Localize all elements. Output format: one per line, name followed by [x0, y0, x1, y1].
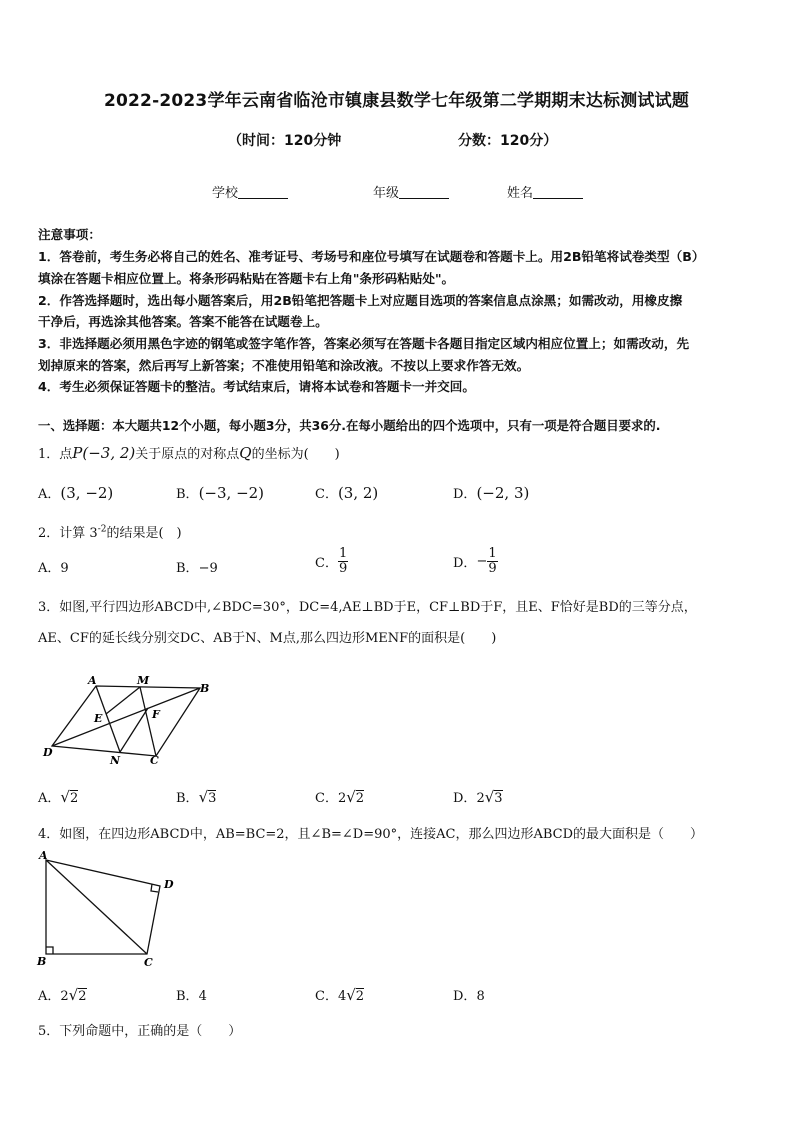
option-coef: 2: [337, 791, 347, 806]
option-sign: −: [476, 554, 488, 569]
q2-option-c: [315, 547, 348, 576]
label-d: D: [164, 878, 174, 891]
option-label: B．: [176, 487, 199, 502]
q4-option-b: [176, 985, 207, 1004]
question-2: [38, 522, 182, 541]
radicand: 3: [208, 791, 217, 806]
label-f: F: [152, 708, 160, 721]
radicand: 2: [355, 791, 365, 806]
option-label: D．: [453, 487, 477, 502]
fraction: [338, 547, 348, 576]
sqrt-icon: √: [346, 986, 356, 1004]
notice-heading: 注意事项：: [38, 227, 101, 242]
notice-line: 干净后，再选涂其他答案。答案不能答在试题卷上。: [38, 314, 328, 329]
q4-option-d: [453, 985, 485, 1004]
notice-line: 4．考生必须保证答题卡的整洁。考试结束后，请将本试卷和答题卡一并交回。: [38, 379, 475, 394]
sqrt-icon: √: [484, 788, 495, 806]
option-label: A．: [38, 791, 61, 806]
label-n: N: [110, 754, 121, 767]
grade-field: [373, 182, 449, 201]
label-b: B: [200, 682, 210, 695]
line-nf: [120, 708, 148, 752]
radicand: 2: [78, 989, 87, 1004]
q1-text: 关于原点的对称点: [135, 447, 240, 462]
q2-option-a: [38, 557, 69, 576]
q2-exponent: -2: [97, 524, 107, 535]
option-label: D．: [453, 556, 477, 571]
line-em: [106, 687, 140, 714]
q1-text: 的坐标为( ): [251, 447, 340, 462]
q3-option-b: [176, 787, 216, 806]
option-value: 8: [476, 989, 485, 1004]
page-title: 2022-2023学年云南省临沧市镇康县数学七年级第二学期期末达标测试试题: [103, 91, 690, 111]
q1-option-a: [38, 483, 113, 502]
numerator: 1: [488, 546, 497, 561]
q2-text: 的结果是( ): [106, 526, 182, 541]
right-angle-b: [46, 947, 53, 954]
school-field: [212, 182, 288, 201]
denominator: 9: [338, 561, 348, 576]
option-label: A．: [38, 989, 61, 1004]
line-cm: [140, 687, 156, 756]
label-c: C: [144, 956, 153, 969]
parallelogram-figure: [40, 672, 220, 768]
q2-option-d: [453, 547, 498, 576]
radicand: 2: [355, 989, 365, 1004]
notice-line: 划掉原来的答案，然后再写上新答案；不准使用铅笔和涂改液。不按以上要求作答无效。: [38, 358, 530, 373]
label-m: M: [137, 674, 150, 687]
label-d: D: [43, 746, 53, 759]
option-label: A．: [38, 561, 61, 576]
label-e: E: [94, 712, 103, 725]
option-value: (3, 2): [337, 484, 379, 502]
notice-line: 1．答卷前，考生务必将自己的姓名、准考证号、考场号和座位号填写在试题卷和答题卡上。用2B铅笔将试卷类型（B）: [38, 249, 705, 264]
radicand: 3: [494, 791, 503, 806]
option-label: D．: [453, 989, 477, 1004]
option-value: 9: [60, 561, 69, 576]
denominator: 9: [488, 561, 497, 576]
name-field: [507, 182, 583, 201]
diagonal-ac: [46, 860, 147, 954]
q2-option-b: [176, 557, 218, 576]
question-5: 5．下列命题中，正确的是（ ）: [38, 1024, 242, 1039]
q1-point: P(−3, 2): [72, 444, 136, 462]
option-label: D．: [453, 791, 477, 806]
option-value: (3, −2): [60, 484, 114, 502]
option-coef: 4: [337, 989, 347, 1004]
option-label: C．: [315, 791, 338, 806]
sqrt-icon: √: [68, 986, 79, 1004]
sqrt-icon: √: [198, 788, 209, 806]
option-label: B．: [176, 791, 199, 806]
option-label: C．: [315, 487, 338, 502]
option-label: B．: [176, 989, 199, 1004]
option-value: (−2, 3): [476, 484, 530, 502]
diagonal-bd: [52, 688, 200, 746]
notice-line: 填涂在答题卡相应位置上。将条形码粘贴在答题卡右上角"条形码粘贴处"。: [38, 271, 455, 286]
quadrilateral-abcd: [46, 860, 160, 954]
option-label: B．: [176, 561, 199, 576]
sqrt-icon: √: [346, 788, 356, 806]
quadrilateral-figure: [34, 846, 184, 972]
exam-score: 分数：120分）: [458, 133, 558, 149]
q1-text: 1．点: [38, 447, 73, 462]
option-value: 4: [198, 989, 207, 1004]
question-3-line-1: 3．如图,平行四边形ABCD中,∠BDC=30°，DC=4,AE⊥BD于E，CF⊥BD于F，且E、F恰好是BD的三等分点，: [38, 600, 697, 615]
option-label: C．: [315, 989, 338, 1004]
numerator: 1: [338, 546, 348, 561]
radicand: 2: [69, 791, 79, 806]
q4-option-c: [315, 985, 364, 1004]
option-coef: 2: [476, 791, 485, 806]
option-label: A．: [38, 487, 61, 502]
school-label: 学校: [212, 186, 239, 201]
name-blank: [533, 186, 583, 199]
section-heading: 一、选择题：本大题共12个小题，每小题3分，共36分.在每小题给出的四个选项中，只有一项是符合题目要求的.: [38, 418, 661, 433]
notice-line: 3．非选择题必须用黑色字迹的钢笔或签字笔作答，答案必须写在答题卡各题目指定区域内相应位置上；如需改动，先: [38, 336, 690, 351]
label-c: C: [150, 754, 159, 767]
question-3-line-2: AE、CF的延长线分别交DC、AB于N、M点,那么四边形MENF的面积是( ): [38, 631, 497, 646]
fraction: [487, 547, 497, 576]
label-a: A: [39, 849, 48, 862]
sqrt-icon: √: [60, 788, 70, 806]
notice-line: 2．作答选择题时，选出每小题答案后，用2B铅笔把答题卡上对应题目选项的答案信息点涂黑；如需改动，用橡皮擦: [38, 293, 683, 308]
grade-blank: [399, 186, 449, 199]
q3-option-a: [38, 787, 78, 806]
grade-label: 年级: [373, 186, 400, 201]
school-blank: [238, 186, 288, 199]
q3-option-c: [315, 787, 364, 806]
name-label: 姓名: [507, 186, 534, 201]
label-b: B: [37, 955, 47, 968]
label-a: A: [88, 674, 97, 687]
q1-option-b: [176, 483, 264, 502]
q1-option-c: [315, 483, 378, 502]
q2-text: 2．计算 3: [38, 526, 98, 541]
exam-time: （时间：120分钟: [228, 133, 342, 149]
question-1: [38, 443, 340, 462]
option-value: (−3, −2): [198, 484, 265, 502]
option-label: C．: [315, 556, 338, 571]
q1-point-q: Q: [239, 444, 252, 462]
option-value: −9: [198, 561, 218, 576]
q3-option-d: [453, 787, 503, 806]
option-coef: 2: [60, 989, 69, 1004]
q1-option-d: [453, 483, 529, 502]
question-4: 4．如图，在四边形ABCD中，AB=BC=2，且∠B=∠D=90°，连接AC，那么四边形ABCD的最大面积是（ ）: [38, 827, 704, 842]
q4-option-a: [38, 985, 87, 1004]
